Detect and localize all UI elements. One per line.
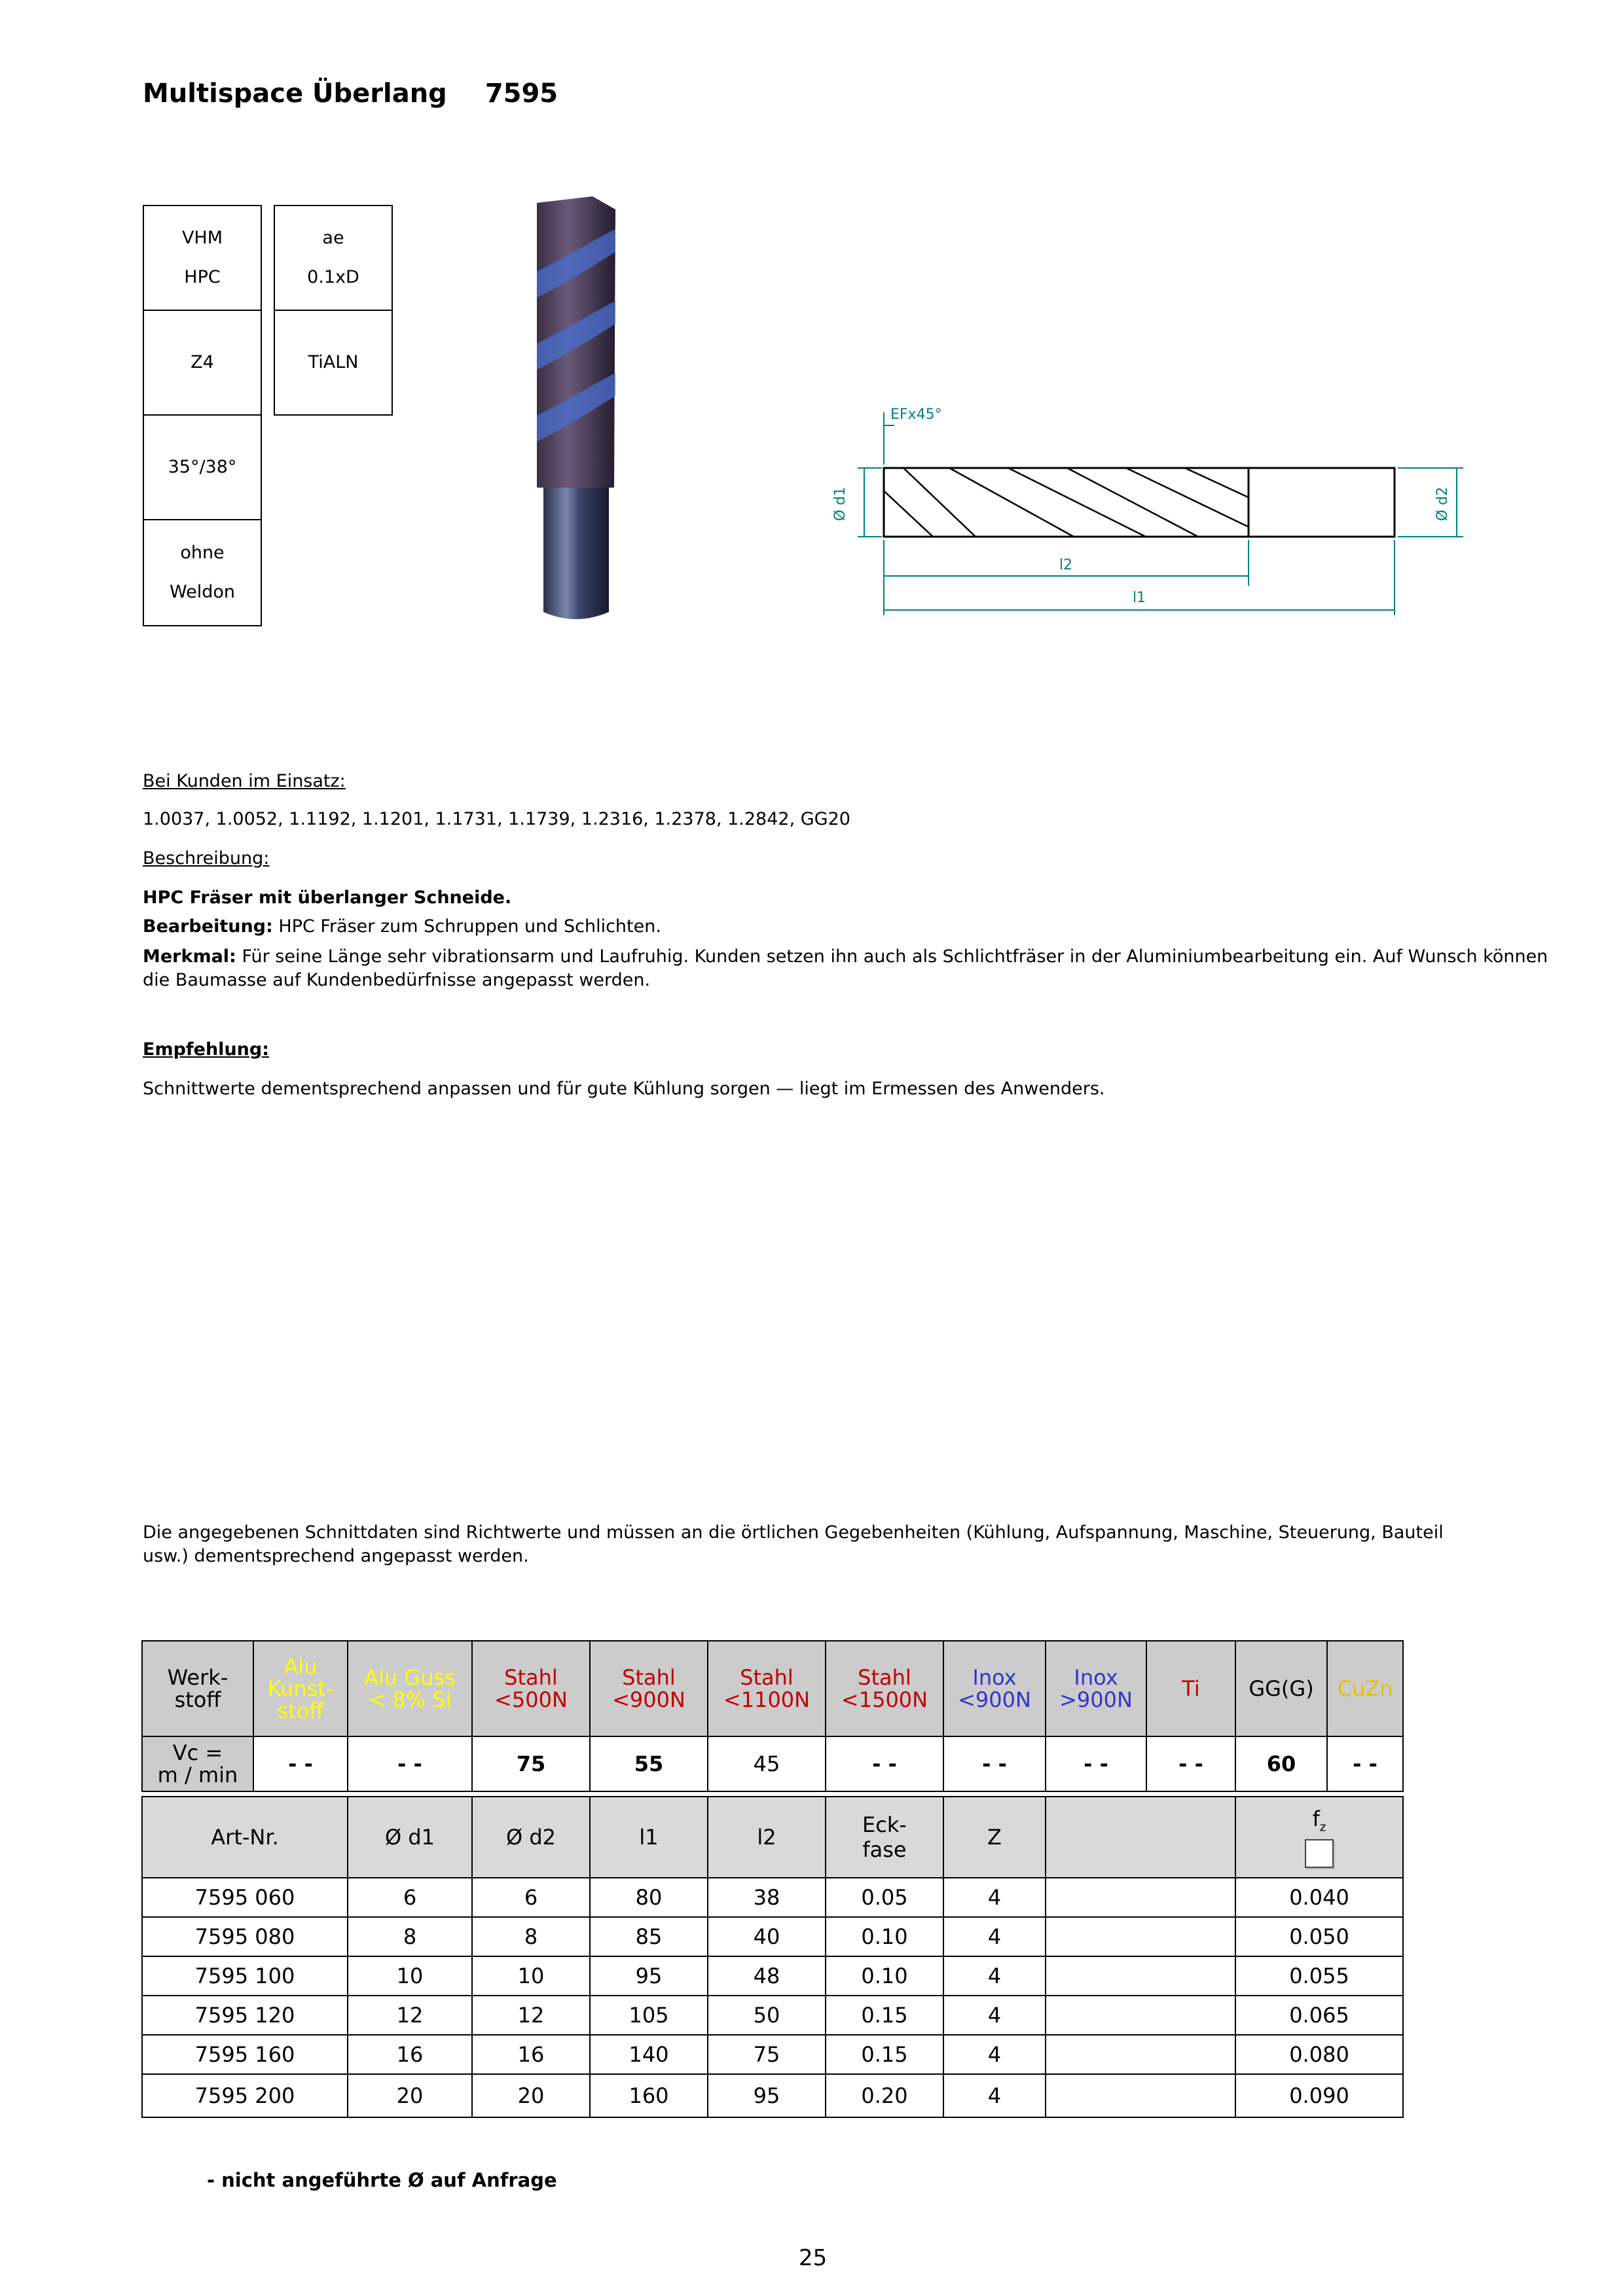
- product-cell-l2: 40: [708, 1917, 826, 1956]
- product-cell-fz: 0.080: [1235, 2035, 1403, 2074]
- werkstoff-line: Werk-: [167, 1665, 228, 1690]
- product-cell-d1: 20: [348, 2074, 472, 2117]
- header-fz-sub: z: [1319, 1820, 1326, 1835]
- product-cell-art: 7595 120: [142, 1996, 348, 2035]
- processing-line: [143, 915, 661, 939]
- product-header-row: [142, 1797, 1403, 1878]
- product-cell-l2: 38: [708, 1878, 826, 1917]
- vc-label-line: m / min: [157, 1763, 238, 1787]
- product-rows: [142, 1878, 1403, 2117]
- product-cell-art: 7595 200: [142, 2074, 348, 2117]
- header-l1: l1: [590, 1797, 708, 1878]
- header-fz-label: [1236, 1806, 1402, 1834]
- header-eckfase-line: Eck-: [862, 1812, 907, 1837]
- product-cell-l1: 160: [590, 2074, 708, 2117]
- product-cell-d1: 8: [348, 1917, 472, 1956]
- product-cell-blank: [1046, 2074, 1235, 2117]
- product-cell-d1: 16: [348, 2035, 472, 2074]
- material-header: [1046, 1641, 1146, 1736]
- vc-row: [142, 1736, 1403, 1791]
- product-cell-eck: 0.15: [826, 2035, 943, 2074]
- product-cell-blank: [1046, 1917, 1235, 1956]
- header-l2: l2: [708, 1797, 826, 1878]
- fz-checkbox-icon: [1305, 1839, 1334, 1868]
- spec-ae-value: 0.1xD: [307, 267, 359, 287]
- product-table: [141, 1796, 1404, 2118]
- product-row: [142, 2074, 1403, 2117]
- disclaimer-line-2: usw.) dementsprechend angepasst werden.: [143, 1546, 529, 1566]
- product-cell-blank: [1046, 1878, 1235, 1917]
- spec-flutes: Z4: [191, 352, 214, 372]
- product-cell-d2: 20: [472, 2074, 590, 2117]
- material-header: [590, 1641, 708, 1736]
- product-cell-d1: 12: [348, 1996, 472, 2035]
- product-cell-d2: 12: [472, 1996, 590, 2035]
- product-cell-d2: 8: [472, 1917, 590, 1956]
- drawing-ef-label: EFx45°: [890, 406, 942, 423]
- product-cell-fz: 0.055: [1235, 1956, 1403, 1996]
- product-cell-l2: 75: [708, 2035, 826, 2074]
- spec-type: HPC: [184, 267, 221, 287]
- feature-label: Merkmal:: [143, 946, 236, 967]
- footnote: - nicht angeführte Ø auf Anfrage: [207, 2169, 557, 2191]
- vc-value: 60: [1235, 1736, 1327, 1791]
- product-row: [142, 1956, 1403, 1996]
- product-cell-fz: 0.050: [1235, 1917, 1403, 1956]
- product-cell-art: 7595 080: [142, 1917, 348, 1956]
- spec-helix-box: [143, 414, 262, 520]
- product-cell-z: 4: [943, 1996, 1046, 2035]
- material-line: Stahl: [858, 1665, 911, 1690]
- drawing-d2-label: Ø d2: [1434, 486, 1451, 522]
- material-header: [348, 1641, 472, 1736]
- header-fz: [1235, 1797, 1403, 1878]
- materials-table: [141, 1640, 1404, 1792]
- product-row: [142, 1917, 1403, 1956]
- product-cell-blank: [1046, 2035, 1235, 2074]
- spec-shank-1: ohne: [180, 543, 225, 563]
- processing-text: HPC Fräser zum Schruppen und Schlichten.: [272, 916, 661, 937]
- material-line: stoff: [277, 1698, 324, 1723]
- product-cell-blank: [1046, 1956, 1235, 1996]
- vc-value: 75: [472, 1736, 590, 1791]
- tool-photo: [517, 193, 629, 628]
- vc-value: - -: [943, 1736, 1046, 1791]
- spec-ae-box: [274, 205, 393, 311]
- product-cell-eck: 0.15: [826, 1996, 943, 2035]
- material-header: [253, 1641, 348, 1736]
- product-cell-l1: 80: [590, 1878, 708, 1917]
- material-line: <1500N: [841, 1687, 928, 1712]
- spec-flutes-box: [143, 310, 262, 416]
- material-line: CuZn: [1337, 1676, 1393, 1701]
- disclaimer-line-1: Die angegebenen Schnittdaten sind Richtwerte und müssen an die örtlichen Gegebenheiten (Kühlung, Aufspannung, Maschine, Steuerung, Bauteil: [143, 1522, 1444, 1543]
- product-row: [142, 1996, 1403, 2035]
- header-eckfase: [826, 1797, 943, 1878]
- product-cell-d2: 6: [472, 1878, 590, 1917]
- material-line: Stahl: [504, 1665, 558, 1690]
- vc-value: - -: [1046, 1736, 1146, 1791]
- vc-label-line: Vc =: [172, 1740, 223, 1765]
- page-number: 25: [799, 2245, 828, 2271]
- product-cell-z: 4: [943, 1878, 1046, 1917]
- material-line: <900N: [958, 1687, 1031, 1712]
- material-line: Kunst-: [267, 1676, 334, 1701]
- material-line: Ti: [1182, 1676, 1200, 1701]
- vc-value: - -: [1146, 1736, 1235, 1791]
- product-cell-art: 7595 100: [142, 1956, 348, 1996]
- header-fz-text: f: [1312, 1806, 1320, 1831]
- product-name: Multispace Überlang: [143, 79, 447, 109]
- vc-value: - -: [1327, 1736, 1403, 1791]
- product-cell-fz: 0.090: [1235, 2074, 1403, 2117]
- material-header: [1327, 1641, 1403, 1736]
- product-row: [142, 2035, 1403, 2074]
- material-line: <500N: [494, 1687, 568, 1712]
- product-cell-art: 7595 060: [142, 1878, 348, 1917]
- material-header: [1146, 1641, 1235, 1736]
- vc-value: - -: [253, 1736, 348, 1791]
- recommendation-text: Schnittwerte dementsprechend anpassen und für gute Kühlung sorgen — liegt im Ermessen des Anwenders.: [143, 1079, 1105, 1099]
- spec-ae-label: ae: [322, 228, 344, 248]
- feature-text-1: Für seine Länge sehr vibrationsarm und Laufruhig. Kunden setzen ihn auch als Schlichtfräser in der Aluminiumbearbeitung ein. Auf Wunsch können: [236, 946, 1548, 967]
- material-line: Inox: [1074, 1665, 1118, 1690]
- material-line: < 8% Si: [368, 1687, 452, 1712]
- product-cell-d1: 6: [348, 1878, 472, 1917]
- product-cell-z: 4: [943, 2035, 1046, 2074]
- drawing-d1-label: Ø d1: [832, 486, 848, 522]
- spec-shank-2: Weldon: [170, 582, 235, 602]
- header-art-nr: Art-Nr.: [142, 1797, 348, 1878]
- processing-label: Bearbeitung:: [143, 916, 273, 937]
- drawing-l2-label: l2: [1059, 557, 1073, 573]
- material-line: Alu: [283, 1654, 318, 1679]
- drawing-l1-label: l1: [1132, 590, 1146, 606]
- product-cell-d2: 16: [472, 2035, 590, 2074]
- product-cell-eck: 0.20: [826, 2074, 943, 2117]
- product-cell-l1: 95: [590, 1956, 708, 1996]
- spec-material: VHM: [181, 228, 223, 248]
- header-d1: Ø d1: [348, 1797, 472, 1878]
- header-d2: Ø d2: [472, 1797, 590, 1878]
- product-cell-eck: 0.05: [826, 1878, 943, 1917]
- recommendation-heading: Empfehlung:: [143, 1039, 270, 1060]
- description-heading: Beschreibung:: [143, 848, 270, 869]
- customers-list: 1.0037, 1.0052, 1.1192, 1.1201, 1.1731, 1.1739, 1.2316, 1.2378, 1.2842, GG20: [143, 809, 850, 829]
- product-cell-d2: 10: [472, 1956, 590, 1996]
- product-cell-l1: 105: [590, 1996, 708, 2035]
- material-line: Stahl: [622, 1665, 676, 1690]
- material-header: [943, 1641, 1046, 1736]
- technical-drawing: [818, 399, 1473, 615]
- feature-text-2: die Baumasse auf Kundenbedürfnisse angepasst werden.: [143, 970, 651, 990]
- product-cell-blank: [1046, 1996, 1235, 2035]
- product-cell-z: 4: [943, 1956, 1046, 1996]
- product-cell-l2: 48: [708, 1956, 826, 1996]
- product-cell-z: 4: [943, 1917, 1046, 1956]
- product-number: 7595: [484, 79, 558, 109]
- header-eckfase-line: fase: [862, 1837, 907, 1862]
- material-line: Alu Guss: [364, 1665, 456, 1690]
- vc-label: [142, 1736, 253, 1791]
- spec-coating-box: [274, 310, 393, 416]
- material-line: Inox: [972, 1665, 1017, 1690]
- material-line: GG(G): [1249, 1676, 1314, 1701]
- vc-value: 45: [708, 1736, 826, 1791]
- description-title: HPC Fräser mit überlanger Schneide.: [143, 888, 512, 908]
- material-line: Stahl: [740, 1665, 793, 1690]
- customers-heading: Bei Kunden im Einsatz:: [143, 771, 346, 791]
- material-line: <1100N: [723, 1687, 811, 1712]
- spec-material-box: [143, 205, 262, 311]
- product-cell-eck: 0.10: [826, 1917, 943, 1956]
- product-cell-l1: 85: [590, 1917, 708, 1956]
- material-header: [708, 1641, 826, 1736]
- product-cell-l2: 95: [708, 2074, 826, 2117]
- product-cell-d1: 10: [348, 1956, 472, 1996]
- product-cell-z: 4: [943, 2074, 1046, 2117]
- header-z: Z: [943, 1797, 1046, 1878]
- vc-value: 55: [590, 1736, 708, 1791]
- product-cell-art: 7595 160: [142, 2035, 348, 2074]
- werkstoff-line: stoff: [174, 1687, 221, 1712]
- spec-shank-box: [143, 519, 262, 626]
- material-header: [472, 1641, 590, 1736]
- header-blank: [1046, 1797, 1235, 1878]
- materials-header-row: [142, 1641, 1403, 1736]
- product-cell-fz: 0.065: [1235, 1996, 1403, 2035]
- material-line: <900N: [612, 1687, 685, 1712]
- werkstoff-label: [142, 1641, 253, 1736]
- vc-value: - -: [348, 1736, 472, 1791]
- feature-line-1: [143, 945, 1548, 969]
- spec-coating: TiALN: [308, 352, 359, 372]
- product-cell-l2: 50: [708, 1996, 826, 2035]
- product-cell-eck: 0.10: [826, 1956, 943, 1996]
- product-cell-l1: 140: [590, 2035, 708, 2074]
- vc-value: - -: [826, 1736, 943, 1791]
- page-title: [143, 79, 558, 109]
- material-line: >900N: [1059, 1687, 1133, 1712]
- product-cell-fz: 0.040: [1235, 1878, 1403, 1917]
- spec-helix: 35°/38°: [168, 457, 237, 477]
- product-row: [142, 1878, 1403, 1917]
- material-header: [826, 1641, 943, 1736]
- material-header: [1235, 1641, 1327, 1736]
